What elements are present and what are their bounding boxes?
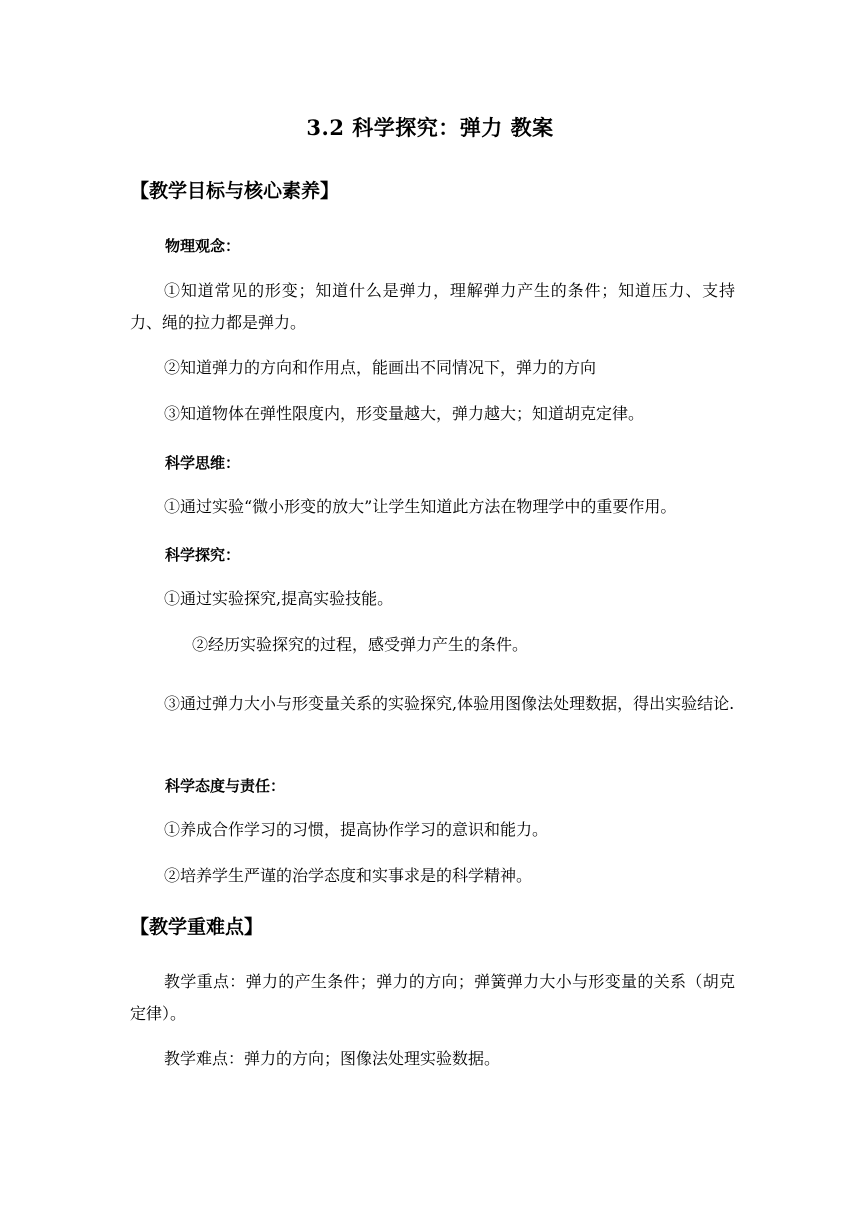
- paragraph-attitude-2: ②培养学生严谨的治学态度和实事求是的科学精神。: [164, 866, 533, 885]
- paragraph-scientific-inquiry-1: ①通过实验探究,提高实验技能。: [164, 589, 394, 608]
- subheading-scientific-thinking: 科学思维：: [165, 454, 241, 472]
- paragraph-scientific-inquiry-2: ②经历实验探究的过程，感受弹力产生的条件。: [192, 635, 529, 654]
- section-heading-objectives: 【教学目标与核心素养】: [130, 180, 340, 202]
- subheading-attitude-responsibility: 科学态度与责任：: [165, 777, 286, 795]
- paragraph-scientific-thinking-1: ①通过实验“微小形变的放大”让学生知道此方法在物理学中的重要作用。: [164, 497, 677, 516]
- paragraph-attitude-1: ①养成合作学习的习惯，提高协作学习的意识和能力。: [164, 820, 549, 839]
- paragraph-physics-concept-3: ③知道物体在弹性限度内，形变量越大，弹力越大；知道胡克定律。: [164, 404, 645, 423]
- subheading-scientific-inquiry: 科学探究：: [165, 546, 241, 564]
- document-title: 3.2 科学探究：弹力 教案: [306, 115, 554, 140]
- paragraph-teaching-focus: 教学重点：弹力的产生条件；弹力的方向；弹簧弹力大小与形变量的关系（胡克定律）。: [130, 972, 735, 1023]
- subheading-physics-concept: 物理观念：: [165, 237, 241, 255]
- section-heading-key-difficult-points: 【教学重难点】: [130, 916, 264, 938]
- paragraph-physics-concept-2: ②知道弹力的方向和作用点，能画出不同情况下，弹力的方向: [164, 358, 597, 377]
- paragraph-physics-concept-1: ①知道常见的形变；知道什么是弹力，理解弹力产生的条件；知道压力、支持力、绳的拉力都是弹力。: [130, 281, 735, 332]
- paragraph-scientific-inquiry-3: ③通过弹力大小与形变量关系的实验探究,体验用图像法处理数据，得出实验结论.: [164, 694, 735, 713]
- paragraph-teaching-difficulty: 教学难点：弹力的方向；图像法处理实验数据。: [164, 1049, 501, 1068]
